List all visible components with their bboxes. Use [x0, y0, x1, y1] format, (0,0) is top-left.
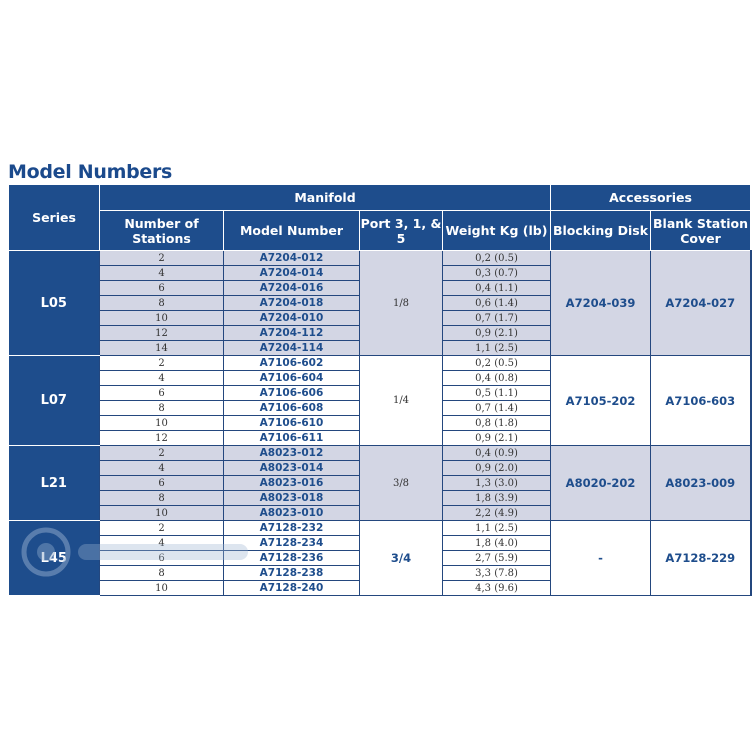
- weight-cell: 0,9 (2.0): [443, 461, 551, 476]
- stations-cell: 10: [100, 416, 224, 431]
- weight-cell: 2,7 (5.9): [443, 551, 551, 566]
- stations-cell: 10: [100, 506, 224, 521]
- series-label: L05: [9, 251, 100, 356]
- model-number-cell: A8023-014: [224, 461, 360, 476]
- model-number-cell: A7106-610: [224, 416, 360, 431]
- stations-cell: 10: [100, 311, 224, 326]
- stations-cell: 6: [100, 281, 224, 296]
- model-number-cell: A7204-014: [224, 266, 360, 281]
- model-numbers-table: [8, 184, 752, 596]
- model-number-cell: A7128-238: [224, 566, 360, 581]
- weight-cell: 4,3 (9.6): [443, 581, 551, 596]
- blank-station-cover-cell: A7128-229: [651, 521, 751, 596]
- port-cell: 3/8: [360, 446, 443, 521]
- table-row: [9, 356, 751, 371]
- table-body: [9, 251, 751, 596]
- model-number-cell: A7204-018: [224, 296, 360, 311]
- header-number-of-stations: Number of Stations: [100, 211, 224, 251]
- port-cell: 1/8: [360, 251, 443, 356]
- weight-cell: 0,2 (0.5): [443, 356, 551, 371]
- header-blank-station-cover: Blank Station Cover: [651, 211, 751, 251]
- series-label: L21: [9, 446, 100, 521]
- page-title: Model Numbers: [8, 161, 173, 183]
- stations-cell: 4: [100, 371, 224, 386]
- header-model-number: Model Number: [224, 211, 360, 251]
- model-number-cell: A7204-114: [224, 341, 360, 356]
- stations-cell: 8: [100, 401, 224, 416]
- table-row: [9, 521, 751, 536]
- weight-cell: 2,2 (4.9): [443, 506, 551, 521]
- model-number-cell: A7106-602: [224, 356, 360, 371]
- weight-cell: 0,7 (1.7): [443, 311, 551, 326]
- stations-cell: 10: [100, 581, 224, 596]
- weight-cell: 0,4 (0.8): [443, 371, 551, 386]
- model-number-cell: A8023-016: [224, 476, 360, 491]
- weight-cell: 1,3 (3.0): [443, 476, 551, 491]
- stations-cell: 6: [100, 386, 224, 401]
- stations-cell: 14: [100, 341, 224, 356]
- series-label: L07: [9, 356, 100, 446]
- model-number-cell: A7204-016: [224, 281, 360, 296]
- header-port: Port 3, 1, & 5: [360, 211, 443, 251]
- weight-cell: 3,3 (7.8): [443, 566, 551, 581]
- model-number-cell: A7128-236: [224, 551, 360, 566]
- blocking-disk-cell: A7105-202: [551, 356, 651, 446]
- model-number-cell: A7128-232: [224, 521, 360, 536]
- table-row: [9, 251, 751, 266]
- blank-station-cover-cell: A7106-603: [651, 356, 751, 446]
- model-number-cell: A7204-012: [224, 251, 360, 266]
- stations-cell: 4: [100, 461, 224, 476]
- blank-station-cover-cell: A7204-027: [651, 251, 751, 356]
- model-number-cell: A8023-010: [224, 506, 360, 521]
- header-accessories: Accessories: [551, 185, 751, 211]
- model-number-cell: A8023-018: [224, 491, 360, 506]
- header-series: Series: [9, 185, 100, 251]
- weight-cell: 0,3 (0.7): [443, 266, 551, 281]
- stations-cell: 4: [100, 536, 224, 551]
- stations-cell: 6: [100, 476, 224, 491]
- stations-cell: 2: [100, 446, 224, 461]
- weight-cell: 0,2 (0.5): [443, 251, 551, 266]
- model-number-cell: A7106-606: [224, 386, 360, 401]
- weight-cell: 0,4 (1.1): [443, 281, 551, 296]
- stations-cell: 12: [100, 431, 224, 446]
- weight-cell: 0,4 (0.9): [443, 446, 551, 461]
- model-number-cell: A7106-608: [224, 401, 360, 416]
- weight-cell: 0,7 (1.4): [443, 401, 551, 416]
- weight-cell: 0,8 (1.8): [443, 416, 551, 431]
- weight-cell: 0,6 (1.4): [443, 296, 551, 311]
- model-number-cell: A7106-611: [224, 431, 360, 446]
- header-blocking-disk: Blocking Disk: [551, 211, 651, 251]
- weight-cell: 0,9 (2.1): [443, 431, 551, 446]
- header-manifold: Manifold: [100, 185, 551, 211]
- weight-cell: 0,5 (1.1): [443, 386, 551, 401]
- port-cell: 3/4: [360, 521, 443, 596]
- stations-cell: 4: [100, 266, 224, 281]
- blank-station-cover-cell: A8023-009: [651, 446, 751, 521]
- blocking-disk-cell: A8020-202: [551, 446, 651, 521]
- stations-cell: 8: [100, 296, 224, 311]
- blocking-disk-cell: A7204-039: [551, 251, 651, 356]
- table-row: [9, 446, 751, 461]
- stations-cell: 2: [100, 521, 224, 536]
- model-number-cell: A7204-010: [224, 311, 360, 326]
- model-number-cell: A7128-234: [224, 536, 360, 551]
- stations-cell: 8: [100, 491, 224, 506]
- stations-cell: 8: [100, 566, 224, 581]
- weight-cell: 1,1 (2.5): [443, 521, 551, 536]
- model-number-cell: A7106-604: [224, 371, 360, 386]
- blocking-disk-cell: -: [551, 521, 651, 596]
- model-number-cell: A7204-112: [224, 326, 360, 341]
- port-cell: 1/4: [360, 356, 443, 446]
- weight-cell: 1,8 (3.9): [443, 491, 551, 506]
- series-label: L45: [9, 521, 100, 596]
- model-number-cell: A8023-012: [224, 446, 360, 461]
- stations-cell: 2: [100, 251, 224, 266]
- stations-cell: 2: [100, 356, 224, 371]
- weight-cell: 1,1 (2.5): [443, 341, 551, 356]
- header-weight: Weight Kg (lb): [443, 211, 551, 251]
- model-number-cell: A7128-240: [224, 581, 360, 596]
- weight-cell: 1,8 (4.0): [443, 536, 551, 551]
- weight-cell: 0,9 (2.1): [443, 326, 551, 341]
- stations-cell: 12: [100, 326, 224, 341]
- stations-cell: 6: [100, 551, 224, 566]
